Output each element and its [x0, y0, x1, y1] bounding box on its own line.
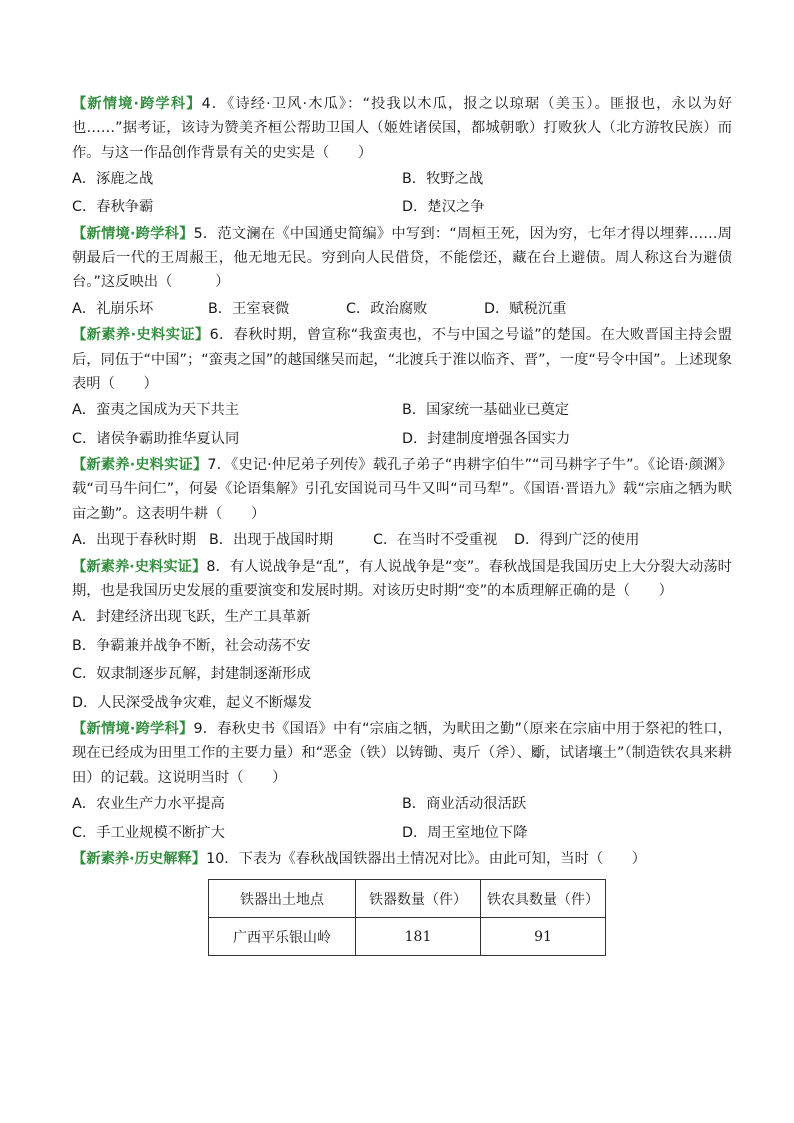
question-tag: 【新情境·跨学科】 [72, 96, 202, 112]
question-page [72, 92, 732, 956]
question-tag: 【新情境·跨学科】 [72, 721, 194, 738]
question-tag: 【新素养·史料实证】 [72, 457, 208, 474]
question-6-stem [72, 323, 732, 396]
question-tag: 【新情境·跨学科】 [72, 225, 194, 242]
question-text: 4．《诗经·卫风·木瓜》：“投我以木瓜，报之以琼琚（美玉）。匪报也，永以为好也……”据考证，该诗为赞美齐桓公帮助卫国人（姬姓诸侯国，都城朝歌）打败狄人（北方游牧民族）而作。与这一作品创作背景有关的史实是（ ） [72, 96, 733, 161]
question-text: 7．《史记·仲尼弟子列传》载孔子弟子“冉耕字伯牛”“司马耕字子牛”。《论语·颜渊》载“司马牛问仁”，何晏《论语集解》引孔安国说司马牛又叫“司马犁”。《国语·晋语九》载“宗庙之牺为畎亩之勤”。这表明牛耕（ ） [72, 457, 732, 522]
option-d[interactable]: D．人民深受战争灾难，起义不断爆发 [72, 694, 312, 711]
question-text: 10．下表为《春秋战国铁器出土情况对比》。由此可知，当时（ ） [206, 851, 647, 868]
option-c[interactable]: C．手工业规模不断扩大 [72, 824, 225, 841]
option-b[interactable]: B．出现于战国时期 [209, 532, 334, 549]
option-c[interactable]: C．在当时不受重视 [373, 532, 498, 549]
option-b[interactable]: B．商业活动很活跃 [402, 796, 527, 813]
question-10 [72, 847, 732, 956]
question-text: 8．有人说战争是“乱”，有人说战争是“变”。春秋战国是我国历史上大分裂大动荡时期，也是我国历史发展的重要演变和发展时期。对该历史时期“变”的本质理解正确的是（ ） [72, 558, 732, 599]
options-row [72, 193, 732, 222]
option-a[interactable]: A．蛮夷之国成为天下共主 [72, 402, 240, 419]
option-a[interactable]: A．礼崩乐坏 [72, 300, 154, 317]
question-7 [72, 453, 732, 554]
iron-artifact-table [208, 879, 606, 956]
question-4 [72, 92, 732, 222]
table-header-cell: 铁农具数量（件） [481, 880, 606, 918]
question-text: 9．春秋史书《国语》中有“宗庙之牺，为畎田之勤”（原来在宗庙中用于祭祀的牲口，现在已经成为田里工作的主要力量）和“恶金（铁）以铸锄、夷斤（斧）、斸，试诸壤土”（制造铁农具来耕田）的记载。这说明当时（ ） [72, 721, 732, 786]
option-b[interactable]: B．王室衰微 [208, 300, 290, 317]
options-row [72, 425, 732, 454]
table-header-cell: 铁器出土地点 [209, 880, 356, 918]
option-c[interactable]: C．奴隶制逐步瓦解，封建制逐渐形成 [72, 666, 311, 683]
question-7-stem [72, 453, 732, 526]
option-b[interactable]: B．牧野之战 [402, 170, 484, 187]
option-a[interactable]: A．出现于春秋时期 [72, 532, 197, 549]
options-row [72, 526, 732, 555]
options-row [72, 396, 732, 425]
table-header-row [209, 880, 606, 918]
option-d[interactable]: D．楚汉之争 [402, 199, 485, 216]
option-a[interactable]: A．涿鹿之战 [72, 170, 154, 187]
question-4-stem [72, 92, 732, 165]
option-d[interactable]: D．得到广泛的使用 [514, 532, 640, 549]
option-c[interactable]: C．春秋争霸 [72, 199, 154, 216]
question-8 [72, 555, 732, 718]
table-header-cell: 铁器数量（件） [356, 880, 481, 918]
question-6 [72, 323, 732, 453]
table-cell: 91 [481, 918, 606, 956]
table-row [209, 918, 606, 956]
option-c[interactable]: C．诸侯争霸助推华夏认同 [72, 430, 240, 447]
table-cell: 广西平乐银山岭 [209, 918, 356, 956]
question-5 [72, 222, 732, 323]
question-9-stem [72, 717, 732, 790]
question-8-stem [72, 555, 732, 604]
option-d[interactable]: D．封建制度增强各国实力 [402, 430, 571, 447]
option-b[interactable]: B．国家统一基础业已奠定 [402, 402, 570, 419]
question-5-stem [72, 222, 732, 295]
options-row [72, 819, 732, 848]
question-tag: 【新素养·史料实证】 [72, 327, 210, 344]
question-9 [72, 717, 732, 847]
options-row [72, 295, 732, 324]
option-b[interactable]: B．争霸兼并战争不断，社会动荡不安 [72, 637, 311, 654]
option-a[interactable]: A．农业生产力水平提高 [72, 796, 225, 813]
options-row [72, 790, 732, 819]
option-c[interactable]: C．政治腐败 [346, 300, 428, 317]
option-a[interactable]: A．封建经济出现飞跃，生产工具革新 [72, 609, 311, 626]
question-text: 5．范文澜在《中国通史简编》中写到：“周桓王死，因为穷，七年才得以埋葬……周朝最后一代的王周赧王，他无地无民。穷到向人民借贷，不能偿还，藏在台上避债。周人称这台为避债台。”这反映出（ ） [72, 225, 732, 291]
table-cell: 181 [356, 918, 481, 956]
question-tag: 【新素养·史料实证】 [72, 558, 207, 575]
options-row [72, 165, 732, 194]
option-d[interactable]: D．周王室地位下降 [402, 824, 528, 841]
option-d[interactable]: D．赋税沉重 [484, 300, 567, 317]
question-text: 6．春秋时期，曾宣称“我蛮夷也，不与中国之号谥”的楚国。在大败晋国主持会盟后，同伍于“中国”；“蛮夷之国”的越国继吴而起，“北渡兵于淮以临齐、晋”，一度“号令中国”。上述现象表明（ ） [72, 327, 732, 392]
question-tag: 【新素养·历史解释】 [72, 851, 207, 868]
question-10-stem [72, 847, 732, 871]
